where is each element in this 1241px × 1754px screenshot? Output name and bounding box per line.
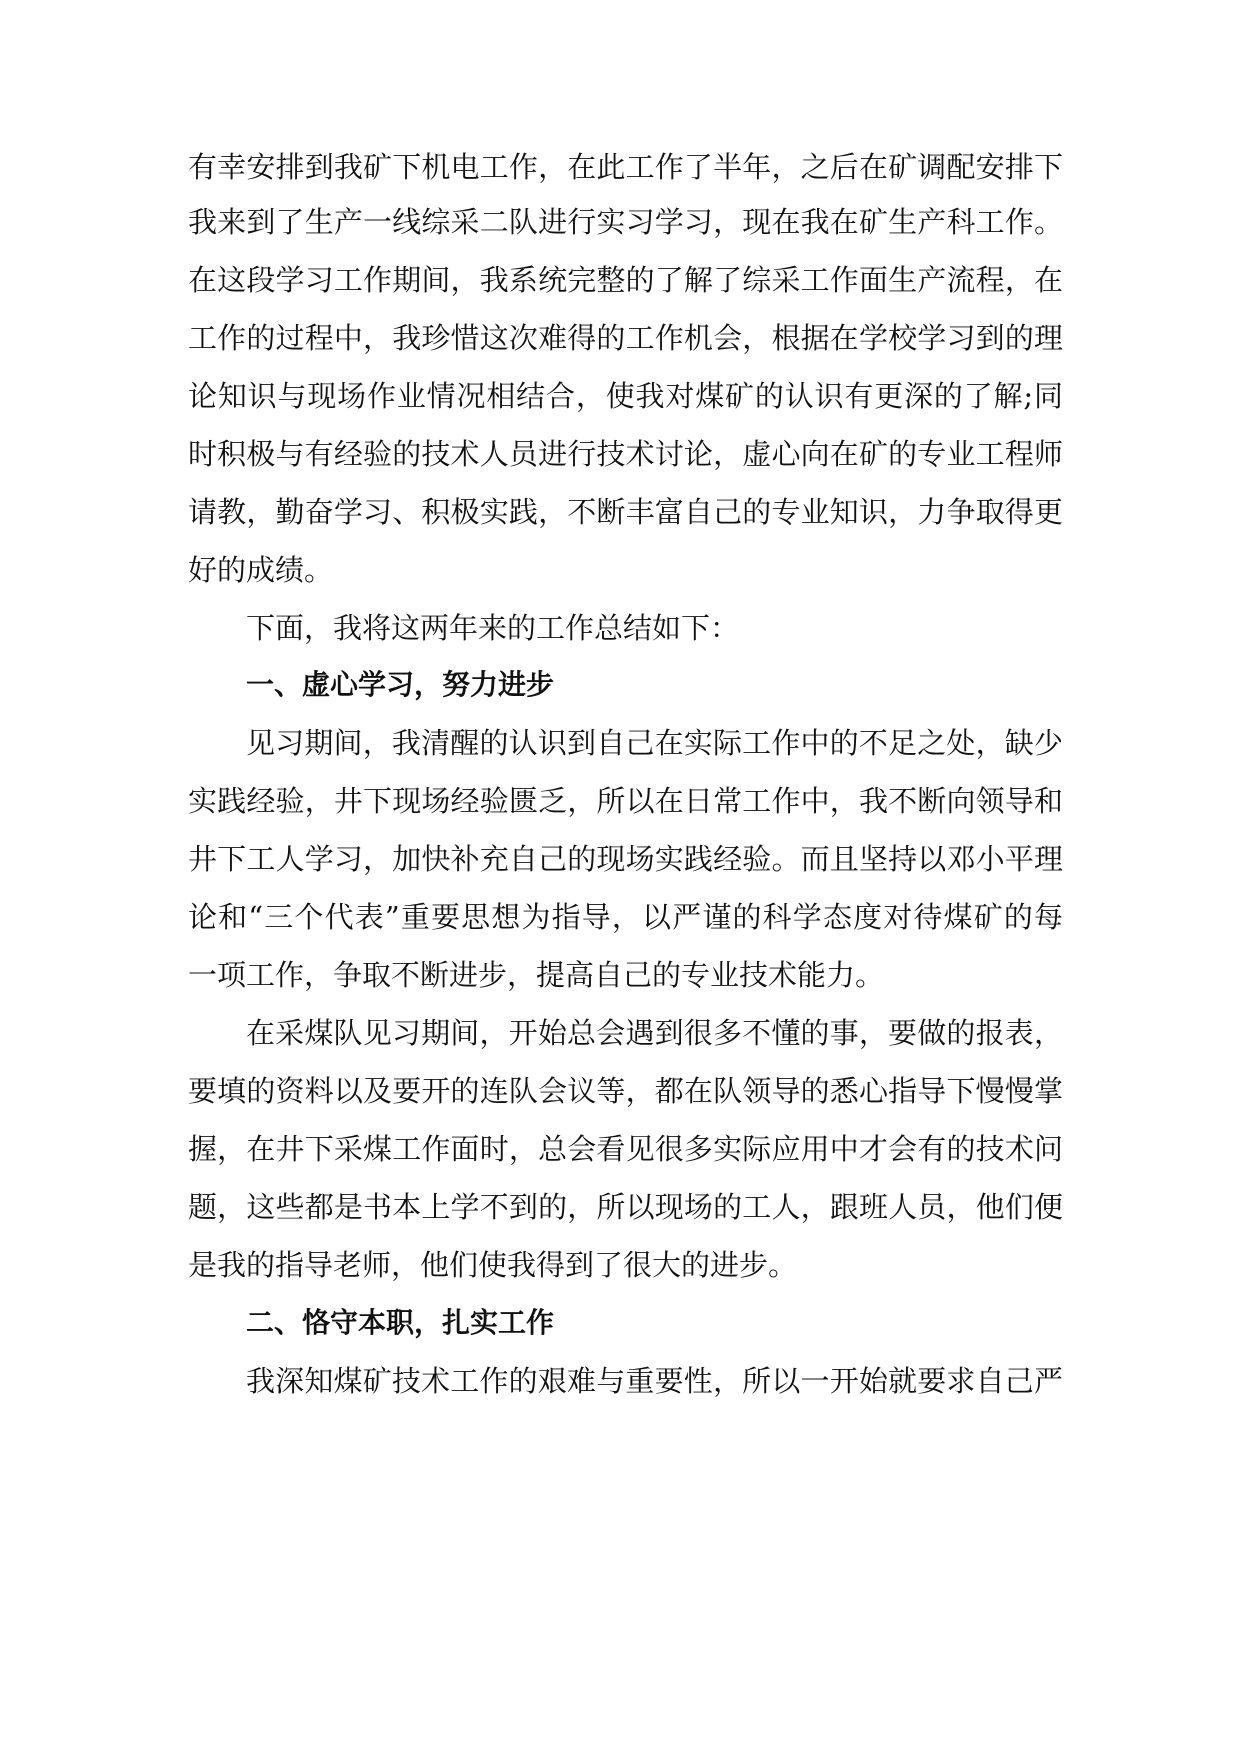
section-heading: 二、恪守本职，扎实工作	[246, 1306, 555, 1339]
body-text-line: 是我的指导老师，他们使我得到了很大的进步。	[188, 1248, 798, 1282]
body-text-line: 井下工人学习，加快补充自己的现场实践经验。而且坚持以邓小平理	[188, 842, 1063, 876]
body-text-line: 好的成绩。	[188, 553, 334, 587]
body-text-line: 一项工作，争取不断进步，提高自己的专业技术能力。	[188, 958, 885, 992]
body-text-line: 我深知煤矿技术工作的艰难与重要性，所以一开始就要求自己严	[246, 1364, 1063, 1398]
body-text-line: 有幸安排到我矿下机电工作，在此工作了半年，之后在矿调配安排下	[188, 150, 1063, 184]
body-text-line: 题，这些都是书本上学不到的，所以现场的工人，跟班人员，他们便	[188, 1190, 1063, 1224]
body-text-line: 论和“三个代表”重要思想为指导，以严谨的科学态度对待煤矿的每	[188, 900, 1063, 934]
section-heading: 一、虚心学习，努力进步	[246, 668, 555, 701]
intro-line: 下面，我将这两年来的工作总结如下：	[246, 611, 740, 645]
body-text-line: 在采煤队见习期间，开始总会遇到很多不懂的事，要做的报表，	[246, 1016, 1063, 1050]
body-text-line: 论知识与现场作业情况相结合，使我对煤矿的认识有更深的了解;同	[188, 379, 1063, 413]
body-text-line: 请教，勤奋学习、积极实践，不断丰富自己的专业知识，力争取得更	[188, 495, 1063, 529]
body-text-line: 要填的资料以及要开的连队会议等，都在队领导的悉心指导下慢慢掌	[188, 1074, 1063, 1108]
body-text-line: 握，在井下采煤工作面时，总会看见很多实际应用中才会有的技术问	[188, 1132, 1063, 1166]
body-text-line: 我来到了生产一线综采二队进行实习学习，现在我在矿生产科工作。	[188, 205, 1063, 239]
body-text-line: 在这段学习工作期间，我系统完整的了解了综采工作面生产流程，在	[188, 263, 1063, 297]
body-text-line: 时积极与有经验的技术人员进行技术讨论，虚心向在矿的专业工程师	[188, 437, 1063, 471]
body-text-line: 工作的过程中，我珍惜这次难得的工作机会，根据在学校学习到的理	[188, 321, 1063, 355]
body-text-line: 实践经验，井下现场经验匮乏，所以在日常工作中，我不断向领导和	[188, 784, 1063, 818]
body-text-line: 见习期间，我清醒的认识到自己在实际工作中的不足之处，缺少	[246, 726, 1063, 760]
